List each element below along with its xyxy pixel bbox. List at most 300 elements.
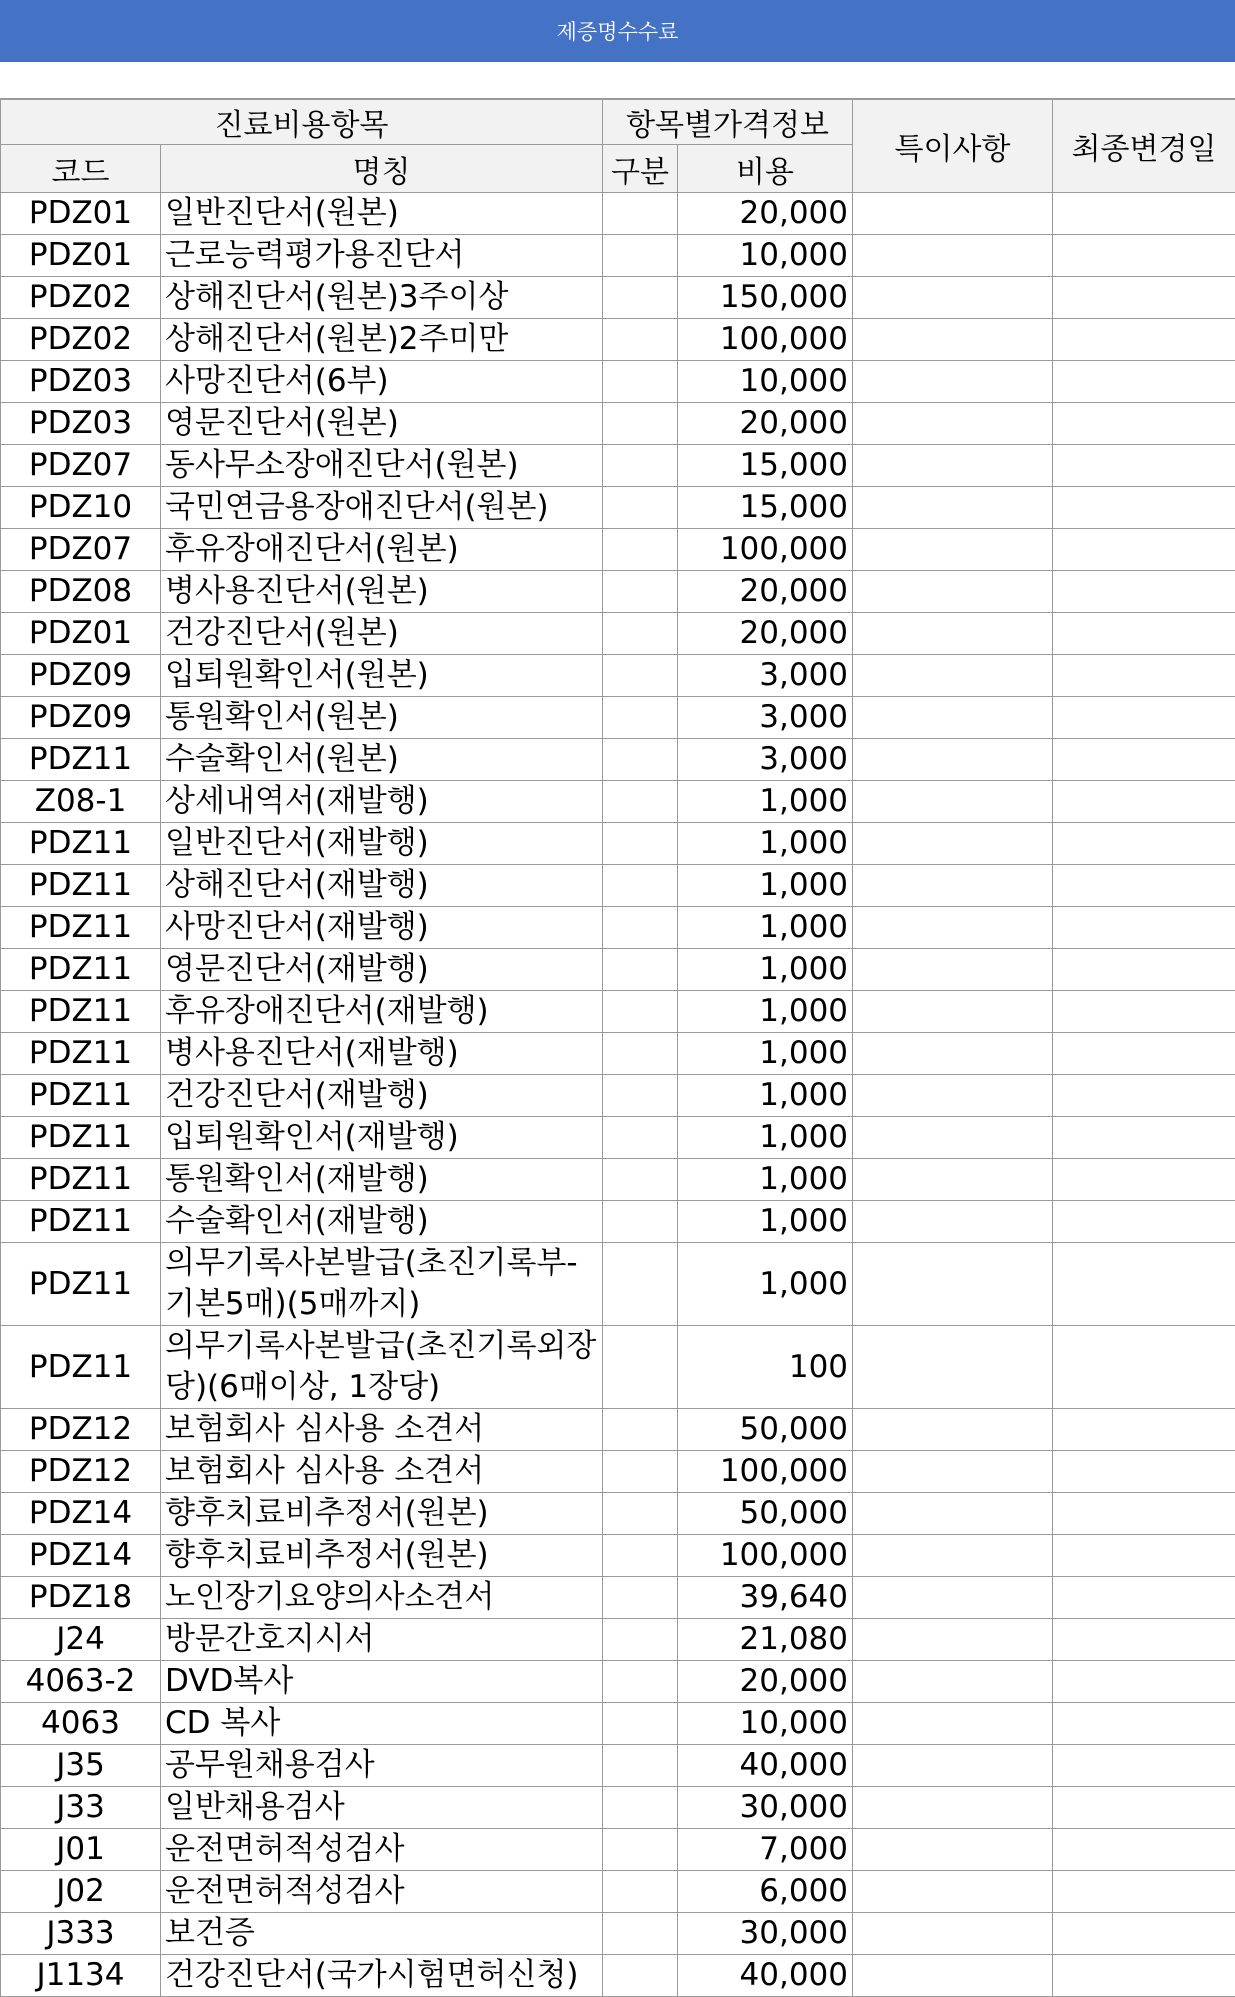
last-changed-cell	[1053, 319, 1235, 361]
code-cell: PDZ11	[1, 1159, 161, 1201]
last-changed-cell	[1053, 1955, 1235, 1997]
last-changed-cell	[1053, 865, 1235, 907]
name-cell: 운전면허적성검사	[161, 1829, 603, 1871]
remarks-cell	[853, 445, 1053, 487]
last-changed-cell	[1053, 277, 1235, 319]
cost-cell: 10,000	[678, 235, 853, 277]
name-cell: 운전면허적성검사	[161, 1871, 603, 1913]
table-row	[1, 1451, 1235, 1493]
cost-cell: 20,000	[678, 1661, 853, 1703]
table-row	[1, 1577, 1235, 1619]
table-row	[1, 739, 1235, 781]
category-cell	[603, 823, 678, 865]
code-cell: PDZ01	[1, 193, 161, 235]
header-remarks: 특이사항	[853, 100, 1053, 193]
category-cell	[603, 1703, 678, 1745]
cost-cell: 20,000	[678, 571, 853, 613]
page-title-bar	[0, 0, 1235, 62]
category-cell	[603, 1117, 678, 1159]
remarks-cell	[853, 781, 1053, 823]
header-group-price: 항목별가격정보	[603, 100, 853, 145]
name-cell: 후유장애진단서(재발행)	[161, 991, 603, 1033]
remarks-cell	[853, 1243, 1053, 1326]
last-changed-cell	[1053, 907, 1235, 949]
name-cell: 상세내역서(재발행)	[161, 781, 603, 823]
category-cell	[603, 445, 678, 487]
last-changed-cell	[1053, 1871, 1235, 1913]
table-row	[1, 1787, 1235, 1829]
last-changed-cell	[1053, 1913, 1235, 1955]
last-changed-cell	[1053, 1619, 1235, 1661]
last-changed-cell	[1053, 1243, 1235, 1326]
cost-cell: 1,000	[678, 1033, 853, 1075]
name-cell: CD 복사	[161, 1703, 603, 1745]
table-row	[1, 1745, 1235, 1787]
category-cell	[603, 1535, 678, 1577]
table-row	[1, 277, 1235, 319]
cost-cell: 1,000	[678, 1201, 853, 1243]
last-changed-cell	[1053, 403, 1235, 445]
category-cell	[603, 1913, 678, 1955]
table-header	[1, 100, 1235, 193]
category-cell	[603, 1243, 678, 1326]
remarks-cell	[853, 1451, 1053, 1493]
cost-cell: 20,000	[678, 403, 853, 445]
code-cell: PDZ11	[1, 1117, 161, 1159]
header-category: 구분	[603, 145, 678, 193]
cost-cell: 100,000	[678, 319, 853, 361]
last-changed-cell	[1053, 781, 1235, 823]
last-changed-cell	[1053, 445, 1235, 487]
code-cell: PDZ10	[1, 487, 161, 529]
name-cell: 일반채용검사	[161, 1787, 603, 1829]
code-cell: J1134	[1, 1955, 161, 1997]
code-cell: PDZ11	[1, 865, 161, 907]
name-cell: 방문간호지시서	[161, 1619, 603, 1661]
category-cell	[603, 1745, 678, 1787]
remarks-cell	[853, 823, 1053, 865]
table-row	[1, 1955, 1235, 1997]
name-cell: 근로능력평가용진단서	[161, 235, 603, 277]
code-cell: PDZ07	[1, 529, 161, 571]
name-cell: 상해진단서(원본)2주미만	[161, 319, 603, 361]
cost-cell: 1,000	[678, 781, 853, 823]
header-code: 코드	[1, 145, 161, 193]
code-cell: PDZ01	[1, 235, 161, 277]
table-row	[1, 655, 1235, 697]
table-row	[1, 571, 1235, 613]
header-name: 명칭	[161, 145, 603, 193]
category-cell	[603, 613, 678, 655]
category-cell	[603, 1033, 678, 1075]
table-row	[1, 487, 1235, 529]
name-cell: 영문진단서(재발행)	[161, 949, 603, 991]
code-cell: Z08-1	[1, 781, 161, 823]
table-row	[1, 1535, 1235, 1577]
name-cell: 의무기록사본발급(초진기록부-기본5매)(5매까지)	[161, 1243, 603, 1326]
cost-cell: 100	[678, 1326, 853, 1409]
category-cell	[603, 697, 678, 739]
table-body	[1, 193, 1235, 1997]
code-cell: PDZ12	[1, 1409, 161, 1451]
name-cell: 건강진단서(국가시험면허신청)	[161, 1955, 603, 1997]
code-cell: PDZ02	[1, 277, 161, 319]
name-cell: 노인장기요양의사소견서	[161, 1577, 603, 1619]
category-cell	[603, 991, 678, 1033]
remarks-cell	[853, 949, 1053, 991]
remarks-cell	[853, 655, 1053, 697]
code-cell: PDZ09	[1, 697, 161, 739]
cost-cell: 3,000	[678, 655, 853, 697]
code-cell: PDZ03	[1, 403, 161, 445]
code-cell: PDZ11	[1, 823, 161, 865]
cost-cell: 50,000	[678, 1409, 853, 1451]
category-cell	[603, 1326, 678, 1409]
last-changed-cell	[1053, 1493, 1235, 1535]
code-cell: PDZ09	[1, 655, 161, 697]
table-row	[1, 1159, 1235, 1201]
name-cell: 향후치료비추정서(원본)	[161, 1535, 603, 1577]
table-row	[1, 907, 1235, 949]
name-cell: 병사용진단서(재발행)	[161, 1033, 603, 1075]
code-cell: 4063-2	[1, 1661, 161, 1703]
code-cell: PDZ11	[1, 907, 161, 949]
cost-cell: 100,000	[678, 1535, 853, 1577]
name-cell: 보험회사 심사용 소견서	[161, 1451, 603, 1493]
remarks-cell	[853, 1829, 1053, 1871]
category-cell	[603, 949, 678, 991]
code-cell: J02	[1, 1871, 161, 1913]
header-cost: 비용	[678, 145, 853, 193]
cost-cell: 1,000	[678, 1075, 853, 1117]
category-cell	[603, 1787, 678, 1829]
category-cell	[603, 907, 678, 949]
name-cell: 상해진단서(재발행)	[161, 865, 603, 907]
name-cell: 일반진단서(원본)	[161, 193, 603, 235]
code-cell: PDZ14	[1, 1493, 161, 1535]
remarks-cell	[853, 1159, 1053, 1201]
code-cell: PDZ11	[1, 1075, 161, 1117]
cost-cell: 40,000	[678, 1955, 853, 1997]
last-changed-cell	[1053, 1409, 1235, 1451]
remarks-cell	[853, 1117, 1053, 1159]
code-cell: J35	[1, 1745, 161, 1787]
table-row	[1, 697, 1235, 739]
cost-cell: 20,000	[678, 193, 853, 235]
code-cell: J333	[1, 1913, 161, 1955]
table-row	[1, 1075, 1235, 1117]
last-changed-cell	[1053, 1075, 1235, 1117]
last-changed-cell	[1053, 1703, 1235, 1745]
remarks-cell	[853, 1033, 1053, 1075]
remarks-cell	[853, 1326, 1053, 1409]
last-changed-cell	[1053, 1661, 1235, 1703]
table-row	[1, 991, 1235, 1033]
name-cell: 일반진단서(재발행)	[161, 823, 603, 865]
last-changed-cell	[1053, 1033, 1235, 1075]
remarks-cell	[853, 1871, 1053, 1913]
cost-cell: 50,000	[678, 1493, 853, 1535]
table-row	[1, 781, 1235, 823]
category-cell	[603, 739, 678, 781]
table-row	[1, 529, 1235, 571]
category-cell	[603, 193, 678, 235]
name-cell: 입퇴원확인서(원본)	[161, 655, 603, 697]
category-cell	[603, 529, 678, 571]
cost-cell: 1,000	[678, 1159, 853, 1201]
last-changed-cell	[1053, 739, 1235, 781]
category-cell	[603, 1201, 678, 1243]
category-cell	[603, 487, 678, 529]
remarks-cell	[853, 1619, 1053, 1661]
cost-cell: 15,000	[678, 487, 853, 529]
last-changed-cell	[1053, 1829, 1235, 1871]
remarks-cell	[853, 1577, 1053, 1619]
cost-cell: 100,000	[678, 529, 853, 571]
remarks-cell	[853, 1201, 1053, 1243]
category-cell	[603, 1409, 678, 1451]
fee-table	[0, 99, 1235, 1997]
cost-cell: 150,000	[678, 277, 853, 319]
last-changed-cell	[1053, 361, 1235, 403]
name-cell: 통원확인서(원본)	[161, 697, 603, 739]
last-changed-cell	[1053, 1159, 1235, 1201]
table-row	[1, 1619, 1235, 1661]
last-changed-cell	[1053, 1787, 1235, 1829]
last-changed-cell	[1053, 235, 1235, 277]
table-row	[1, 193, 1235, 235]
category-cell	[603, 1159, 678, 1201]
cost-cell: 1,000	[678, 1243, 853, 1326]
category-cell	[603, 571, 678, 613]
name-cell: 영문진단서(원본)	[161, 403, 603, 445]
cost-cell: 1,000	[678, 865, 853, 907]
remarks-cell	[853, 319, 1053, 361]
remarks-cell	[853, 907, 1053, 949]
name-cell: 향후치료비추정서(원본)	[161, 1493, 603, 1535]
last-changed-cell	[1053, 991, 1235, 1033]
code-cell: PDZ02	[1, 319, 161, 361]
name-cell: 보험회사 심사용 소견서	[161, 1409, 603, 1451]
spacer-row	[0, 62, 1235, 99]
remarks-cell	[853, 277, 1053, 319]
remarks-cell	[853, 487, 1053, 529]
code-cell: PDZ11	[1, 1326, 161, 1409]
cost-cell: 10,000	[678, 1703, 853, 1745]
last-changed-cell	[1053, 487, 1235, 529]
name-cell: 수술확인서(원본)	[161, 739, 603, 781]
remarks-cell	[853, 1955, 1053, 1997]
name-cell: 병사용진단서(원본)	[161, 571, 603, 613]
code-cell: PDZ11	[1, 1201, 161, 1243]
cost-cell: 1,000	[678, 907, 853, 949]
header-group-main: 진료비용항목	[1, 100, 603, 145]
remarks-cell	[853, 193, 1053, 235]
cost-cell: 39,640	[678, 1577, 853, 1619]
table-row	[1, 865, 1235, 907]
remarks-cell	[853, 1661, 1053, 1703]
name-cell: 건강진단서(재발행)	[161, 1075, 603, 1117]
remarks-cell	[853, 235, 1053, 277]
remarks-cell	[853, 529, 1053, 571]
cost-cell: 15,000	[678, 445, 853, 487]
cost-cell: 6,000	[678, 1871, 853, 1913]
category-cell	[603, 1493, 678, 1535]
code-cell: PDZ11	[1, 739, 161, 781]
code-cell: PDZ11	[1, 1033, 161, 1075]
cost-cell: 1,000	[678, 949, 853, 991]
table-row	[1, 403, 1235, 445]
cost-cell: 1,000	[678, 1117, 853, 1159]
code-cell: PDZ11	[1, 1243, 161, 1326]
last-changed-cell	[1053, 1745, 1235, 1787]
remarks-cell	[853, 697, 1053, 739]
last-changed-cell	[1053, 949, 1235, 991]
table-row	[1, 1703, 1235, 1745]
remarks-cell	[853, 991, 1053, 1033]
category-cell	[603, 277, 678, 319]
cost-cell: 30,000	[678, 1913, 853, 1955]
table-row	[1, 1243, 1235, 1326]
last-changed-cell	[1053, 1535, 1235, 1577]
name-cell: 보건증	[161, 1913, 603, 1955]
table-row	[1, 319, 1235, 361]
table-row	[1, 1913, 1235, 1955]
cost-cell: 1,000	[678, 823, 853, 865]
category-cell	[603, 865, 678, 907]
category-cell	[603, 319, 678, 361]
remarks-cell	[853, 1745, 1053, 1787]
name-cell: 의무기록사본발급(초진기록외장당)(6매이상, 1장당)	[161, 1326, 603, 1409]
name-cell: 사망진단서(6부)	[161, 361, 603, 403]
remarks-cell	[853, 1409, 1053, 1451]
last-changed-cell	[1053, 613, 1235, 655]
last-changed-cell	[1053, 1326, 1235, 1409]
category-cell	[603, 1661, 678, 1703]
category-cell	[603, 655, 678, 697]
code-cell: PDZ07	[1, 445, 161, 487]
category-cell	[603, 1075, 678, 1117]
last-changed-cell	[1053, 697, 1235, 739]
code-cell: 4063	[1, 1703, 161, 1745]
name-cell: 국민연금용장애진단서(원본)	[161, 487, 603, 529]
last-changed-cell	[1053, 1451, 1235, 1493]
cost-cell: 30,000	[678, 1787, 853, 1829]
last-changed-cell	[1053, 529, 1235, 571]
table-row	[1, 1493, 1235, 1535]
code-cell: J33	[1, 1787, 161, 1829]
code-cell: PDZ12	[1, 1451, 161, 1493]
last-changed-cell	[1053, 571, 1235, 613]
code-cell: PDZ03	[1, 361, 161, 403]
cost-cell: 3,000	[678, 697, 853, 739]
code-cell: J24	[1, 1619, 161, 1661]
remarks-cell	[853, 1075, 1053, 1117]
table-row	[1, 1871, 1235, 1913]
remarks-cell	[853, 1535, 1053, 1577]
table-row	[1, 949, 1235, 991]
cost-cell: 21,080	[678, 1619, 853, 1661]
remarks-cell	[853, 739, 1053, 781]
category-cell	[603, 1829, 678, 1871]
table-row	[1, 1409, 1235, 1451]
code-cell: PDZ11	[1, 991, 161, 1033]
last-changed-cell	[1053, 823, 1235, 865]
table-row	[1, 1661, 1235, 1703]
table-row	[1, 235, 1235, 277]
remarks-cell	[853, 571, 1053, 613]
category-cell	[603, 1955, 678, 1997]
name-cell: 후유장애진단서(원본)	[161, 529, 603, 571]
name-cell: 상해진단서(원본)3주이상	[161, 277, 603, 319]
name-cell: 동사무소장애진단서(원본)	[161, 445, 603, 487]
remarks-cell	[853, 1493, 1053, 1535]
last-changed-cell	[1053, 655, 1235, 697]
category-cell	[603, 361, 678, 403]
last-changed-cell	[1053, 1117, 1235, 1159]
table-row	[1, 1829, 1235, 1871]
category-cell	[603, 781, 678, 823]
category-cell	[603, 1619, 678, 1661]
category-cell	[603, 235, 678, 277]
name-cell: 사망진단서(재발행)	[161, 907, 603, 949]
category-cell	[603, 1871, 678, 1913]
code-cell: PDZ08	[1, 571, 161, 613]
cost-cell: 3,000	[678, 739, 853, 781]
remarks-cell	[853, 1913, 1053, 1955]
remarks-cell	[853, 403, 1053, 445]
name-cell: 공무원채용검사	[161, 1745, 603, 1787]
table-row	[1, 1326, 1235, 1409]
last-changed-cell	[1053, 193, 1235, 235]
remarks-cell	[853, 1787, 1053, 1829]
category-cell	[603, 1577, 678, 1619]
remarks-cell	[853, 865, 1053, 907]
table-row	[1, 1117, 1235, 1159]
last-changed-cell	[1053, 1577, 1235, 1619]
table-row	[1, 445, 1235, 487]
category-cell	[603, 403, 678, 445]
category-cell	[603, 1451, 678, 1493]
header-last-changed: 최종변경일	[1053, 100, 1235, 193]
code-cell: PDZ01	[1, 613, 161, 655]
name-cell: 수술확인서(재발행)	[161, 1201, 603, 1243]
name-cell: 입퇴원확인서(재발행)	[161, 1117, 603, 1159]
cost-cell: 7,000	[678, 1829, 853, 1871]
code-cell: J01	[1, 1829, 161, 1871]
remarks-cell	[853, 361, 1053, 403]
table-row	[1, 613, 1235, 655]
remarks-cell	[853, 613, 1053, 655]
remarks-cell	[853, 1703, 1053, 1745]
cost-cell: 10,000	[678, 361, 853, 403]
table-row	[1, 1201, 1235, 1243]
cost-cell: 1,000	[678, 991, 853, 1033]
page-title: 제증명수수료	[557, 16, 679, 46]
cost-cell: 40,000	[678, 1745, 853, 1787]
name-cell: 통원확인서(재발행)	[161, 1159, 603, 1201]
name-cell: 건강진단서(원본)	[161, 613, 603, 655]
name-cell: DVD복사	[161, 1661, 603, 1703]
last-changed-cell	[1053, 1201, 1235, 1243]
table-row	[1, 361, 1235, 403]
code-cell: PDZ18	[1, 1577, 161, 1619]
code-cell: PDZ11	[1, 949, 161, 991]
cost-cell: 20,000	[678, 613, 853, 655]
code-cell: PDZ14	[1, 1535, 161, 1577]
table-row	[1, 823, 1235, 865]
cost-cell: 100,000	[678, 1451, 853, 1493]
